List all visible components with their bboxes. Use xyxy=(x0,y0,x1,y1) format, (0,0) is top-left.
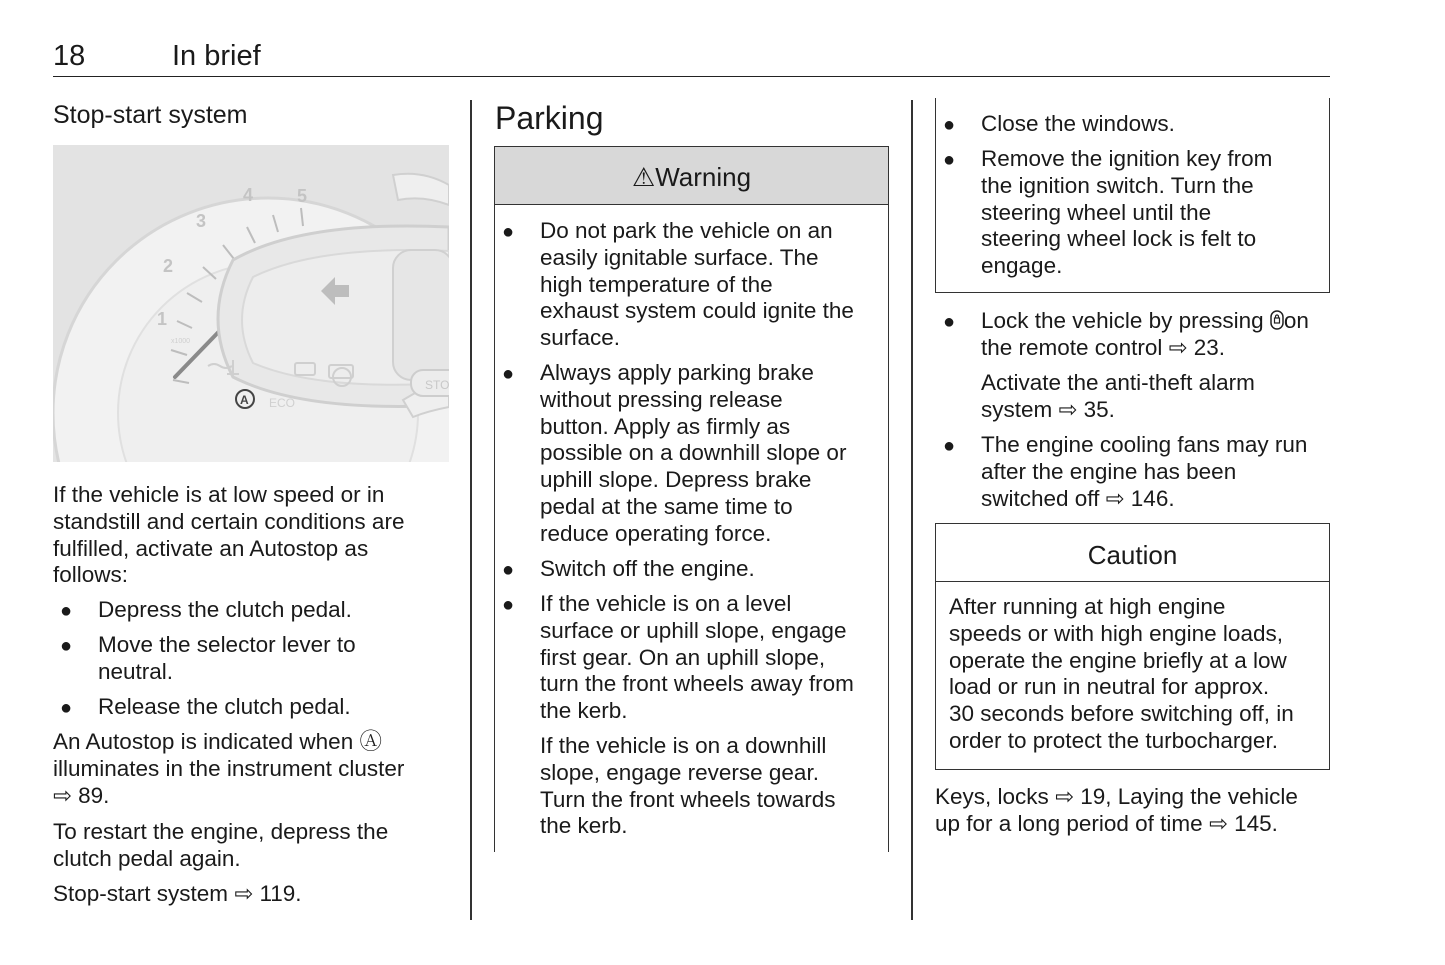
downhill-paragraph xyxy=(540,733,836,840)
step-line: neutral. xyxy=(98,658,174,684)
downhill-line: Turn the front wheels towards xyxy=(540,786,836,812)
caution-header xyxy=(936,524,1329,582)
warning-line: exhaust system could ignite the xyxy=(540,298,854,324)
page-ref-arrow-icon: ⇨ xyxy=(1058,396,1078,422)
step-line: Move the selector lever to xyxy=(98,632,356,657)
bullet-marker: ● xyxy=(502,559,515,581)
warning-box-header xyxy=(495,147,888,205)
warning-line: Always apply parking brake xyxy=(540,360,814,385)
warning-item-6 xyxy=(981,146,1272,280)
warning-line: Do not park the vehicle on an xyxy=(540,218,833,243)
warning-line: surface. xyxy=(540,325,621,351)
gauge-number-4: 4 xyxy=(243,185,254,205)
bullet-marker: ● xyxy=(943,114,956,136)
lock-text: the remote control xyxy=(981,334,1163,360)
see-also-line-2 xyxy=(935,811,1298,838)
see-also-text: Stop-start system xyxy=(53,881,229,906)
gauge-number-1: 1 xyxy=(157,309,168,329)
page-ref-arrow-icon: ⇨ xyxy=(234,881,254,906)
see-also-text: Keys, locks xyxy=(935,784,1049,809)
warning-triangle-icon: ⚠ xyxy=(631,162,656,192)
restart-line: To restart the engine, depress the xyxy=(53,819,389,844)
warning-line: the kerb. xyxy=(540,698,628,724)
intro-line: follows: xyxy=(53,562,129,588)
instrument-cluster-figure xyxy=(53,145,449,462)
lock-line-1 xyxy=(981,308,1309,335)
downhill-line: If the vehicle is on a downhill xyxy=(540,733,827,758)
page-ref-arrow-icon: ⇨ xyxy=(1055,784,1074,809)
keys-locks-see-also xyxy=(935,784,1298,838)
column-divider-left xyxy=(470,100,472,920)
page-ref-arrow-icon: ⇨ xyxy=(1208,810,1228,836)
page-ref-link[interactable]: 23. xyxy=(1193,334,1226,360)
page-ref-arrow-icon: ⇨ xyxy=(53,782,72,808)
page-ref-link[interactable]: 89. xyxy=(78,782,110,808)
stop-start-heading: Stop-start system xyxy=(53,101,248,129)
warning-line: possible on a downhill slope or xyxy=(540,440,847,466)
indication-line-2: illuminates in the instrument cluster xyxy=(53,755,405,781)
indication-line-3 xyxy=(53,783,404,810)
autostop-indication xyxy=(53,729,404,809)
autostop-step-1: Depress the clutch pedal. xyxy=(98,597,352,622)
intro-line: standstill and certain conditions are xyxy=(53,508,405,534)
warning-line: button. Apply as firmly as xyxy=(540,413,791,439)
alarm-text: system xyxy=(981,396,1053,422)
warning-line: reduce operating force. xyxy=(540,520,772,546)
warning-line: steering wheel lock is felt to xyxy=(981,226,1257,252)
stop-start-intro xyxy=(53,482,404,589)
gauge-number-3: 3 xyxy=(196,211,207,231)
bullet-marker: ● xyxy=(502,221,515,243)
lock-vehicle-item xyxy=(981,308,1309,362)
bullet-marker: ● xyxy=(943,311,956,333)
caution-line: After running at high engine xyxy=(949,594,1226,619)
warning-line: the ignition switch. Turn the xyxy=(981,172,1254,198)
caution-line: 30 seconds before switching off, in xyxy=(949,701,1294,727)
fans-line: The engine cooling fans may run xyxy=(981,432,1308,457)
warning-line: surface or uphill slope, engage xyxy=(540,617,847,643)
warning-item-4 xyxy=(540,591,854,725)
bullet-marker: ● xyxy=(502,594,515,616)
warning-line: steering wheel until the xyxy=(981,199,1212,225)
stop-start-see-also xyxy=(53,881,302,908)
header-rule xyxy=(53,76,1330,77)
fans-line xyxy=(981,486,1307,513)
lock-text: Lock the vehicle by pressing xyxy=(981,308,1264,333)
warning-line: without pressing release xyxy=(540,386,783,412)
parking-heading: Parking xyxy=(495,100,604,136)
indication-line-1 xyxy=(53,729,404,756)
bullet-marker: ● xyxy=(502,363,515,385)
page-ref-link[interactable]: 145. xyxy=(1234,810,1278,836)
indication-text: An Autostop is indicated when xyxy=(53,729,354,754)
see-also-line-1 xyxy=(935,784,1298,811)
caution-title: Caution xyxy=(1087,540,1178,570)
caution-line: order to protect the turbocharger. xyxy=(949,727,1278,753)
restart-paragraph xyxy=(53,819,388,873)
page-ref-arrow-icon: ⇨ xyxy=(1105,485,1125,511)
caution-box xyxy=(935,523,1330,770)
display-screen xyxy=(393,250,449,380)
intro-line: fulfilled, activate an Autostop as xyxy=(53,535,369,561)
warning-item-3: Switch off the engine. xyxy=(540,556,755,581)
section-title: In brief xyxy=(172,40,261,72)
warning-line: first gear. On an uphill slope, xyxy=(540,644,826,670)
warning-line: uphill slope. Depress brake xyxy=(540,467,812,493)
page-number: 18 xyxy=(53,40,86,72)
gauge-unit-label: x1000 xyxy=(171,338,191,345)
alarm-line: Activate the anti-theft alarm xyxy=(981,370,1255,395)
fans-text: switched off xyxy=(981,485,1100,511)
autostop-icon: Ⓐ xyxy=(359,729,382,754)
caution-line: speeds or with high engine loads, xyxy=(949,620,1283,646)
page-ref-link[interactable]: 19, Laying the vehicle xyxy=(1080,784,1298,809)
stop-button-label: STO xyxy=(425,378,449,392)
remote-lock-icon xyxy=(1270,310,1284,330)
bullet-marker: ● xyxy=(60,697,73,719)
column-divider-right xyxy=(911,100,913,920)
gauge-number-5: 5 xyxy=(297,186,308,206)
bullet-marker: ● xyxy=(943,435,956,457)
gauge-number-2: 2 xyxy=(163,256,174,276)
eco-label: ECO xyxy=(269,396,296,410)
warning-line: easily ignitable surface. The xyxy=(540,244,819,270)
warning-item-1 xyxy=(540,218,854,352)
cooling-fans-item xyxy=(981,432,1307,512)
warning-item-2 xyxy=(540,360,846,548)
alarm-paragraph xyxy=(981,370,1255,424)
lock-text-end: on xyxy=(1283,308,1309,333)
page-ref-link[interactable]: 119. xyxy=(259,881,302,906)
caution-body xyxy=(936,582,1329,755)
autostop-step-2 xyxy=(98,632,356,686)
downhill-line: slope, engage reverse gear. xyxy=(540,759,819,785)
page-ref-link[interactable]: 35. xyxy=(1083,396,1115,422)
warning-line: turn the front wheels away from xyxy=(540,671,854,697)
warning-line: pedal at the same time to xyxy=(540,493,793,519)
lock-line-2 xyxy=(981,335,1309,362)
alarm-line xyxy=(981,397,1255,424)
page-ref-link[interactable]: 146. xyxy=(1130,485,1175,511)
fans-line: after the engine has been xyxy=(981,458,1237,484)
page-ref-arrow-icon: ⇨ xyxy=(1168,334,1188,360)
warning-item-5: Close the windows. xyxy=(981,111,1175,136)
warning-title: Warning xyxy=(655,162,752,192)
caution-line: operate the engine briefly at a low xyxy=(949,647,1287,673)
caution-line: load or run in neutral for approx. xyxy=(949,674,1270,700)
bullet-marker: ● xyxy=(60,600,73,622)
see-also-text: up for a long period of time xyxy=(935,810,1203,836)
autostop-step-3: Release the clutch pedal. xyxy=(98,694,351,719)
warning-line: engage. xyxy=(981,253,1063,279)
bullet-marker: ● xyxy=(943,149,956,171)
restart-line: clutch pedal again. xyxy=(53,845,241,871)
warning-line: Remove the ignition key from xyxy=(981,146,1273,171)
warning-line: If the vehicle is on a level xyxy=(540,591,792,616)
warning-line: high temperature of the xyxy=(540,271,773,297)
autostop-indicator-letter: A xyxy=(240,393,249,407)
bullet-marker: ● xyxy=(60,635,73,657)
intro-line: If the vehicle is at low speed or in xyxy=(53,482,385,507)
downhill-line: the kerb. xyxy=(540,813,628,839)
